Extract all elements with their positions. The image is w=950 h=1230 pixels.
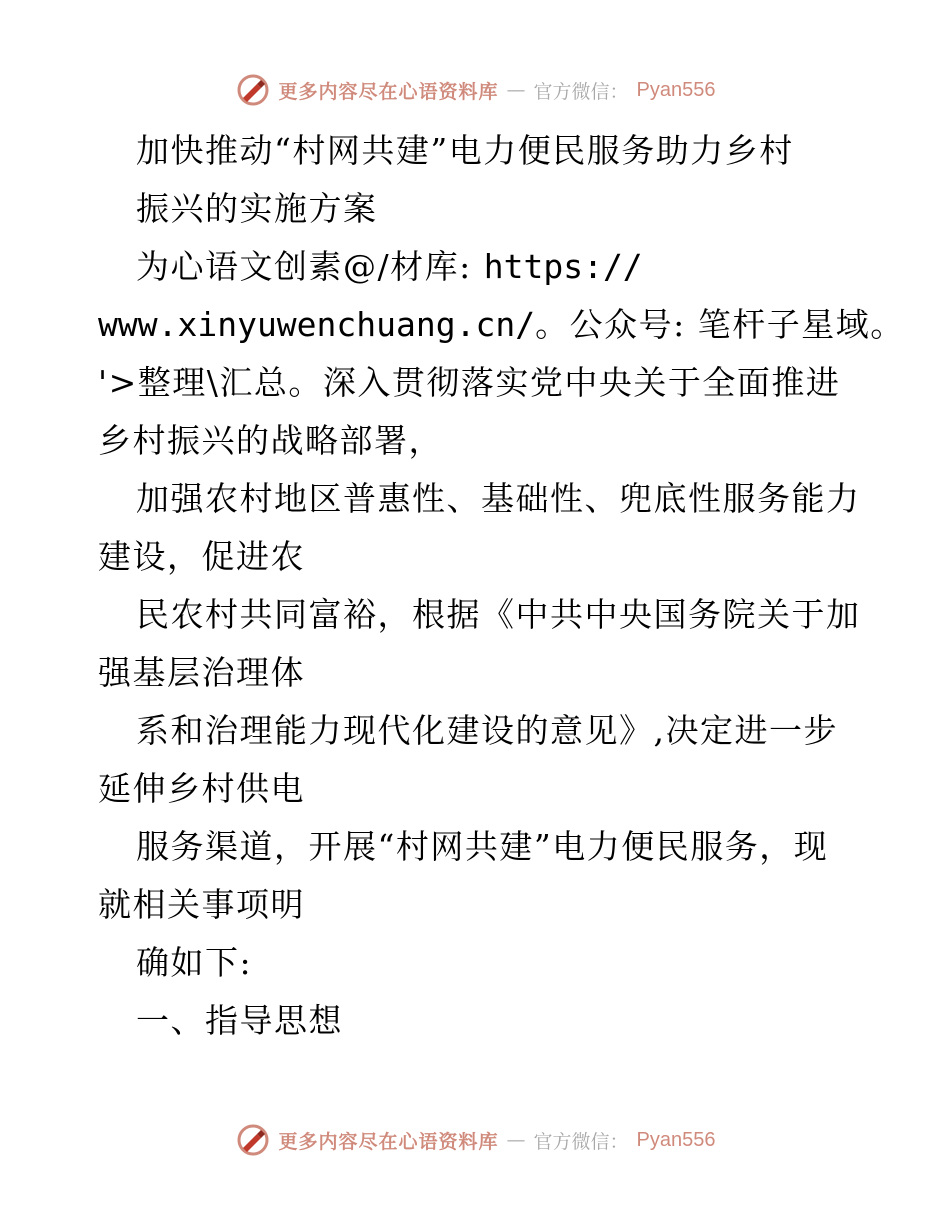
pen-logo-icon [235,72,271,108]
footer-banner [0,1120,950,1160]
doc-paragraph-line-10: 强基层治理体 [98,653,305,692]
source-account: 。公众号: 笔杆子星域。 [535,305,905,344]
doc-paragraph-line-13: 服务渠道，开展“村网共建”电力便民服务，现 [136,827,829,866]
doc-section-heading: 一、指导思想 [136,1001,343,1040]
source-url-start: https:// [483,247,643,286]
banner-wechat-id: Pyan556 [636,78,716,101]
doc-title-line-1: 加快推动“村网共建”电力便民服务助力乡村 [136,131,794,170]
banner-dash: — [506,1129,526,1151]
banner-wechat-label: 官方微信： [533,1130,629,1153]
doc-paragraph-line-8: 建设，促进农 [98,537,305,576]
source-url-domain: www.xinyuwenchuang.cn/ [98,305,536,344]
header-banner [0,70,950,110]
banner-slogan: 更多内容尽在心语资料库 [278,80,499,103]
doc-paragraph-line-5: '>整理\汇总。深入贯彻落实党中央关于全面推进 [98,363,841,402]
doc-title-line-2: 振兴的实施方案 [136,189,378,228]
banner-wechat-id: Pyan556 [636,1128,716,1151]
doc-source-line [98,238,858,296]
source-label: 为心语文创素@/材库: [136,247,484,286]
pen-logo-icon [235,1122,271,1158]
doc-paragraph-line-6: 乡村振兴的战略部署， [98,421,443,460]
document-body [98,122,905,1050]
banner-wechat-label: 官方微信： [533,80,629,103]
doc-paragraph-line-15: 确如下: [136,943,253,982]
banner-slogan: 更多内容尽在心语资料库 [278,1130,499,1153]
doc-paragraph-line-11: 系和治理能力现代化建设的意见》,决定进一步 [136,711,838,750]
doc-paragraph-line-14: 就相关事项明 [98,885,305,924]
doc-paragraph-line-9: 民农村共同富裕，根据《中共中央国务院关于加 [136,595,861,634]
banner-dash: — [506,79,526,101]
doc-paragraph-line-7: 加强农村地区普惠性、基础性、兜底性服务能力 [136,479,861,518]
doc-paragraph-line-12: 延伸乡村供电 [98,769,305,808]
doc-url-line [98,296,905,354]
